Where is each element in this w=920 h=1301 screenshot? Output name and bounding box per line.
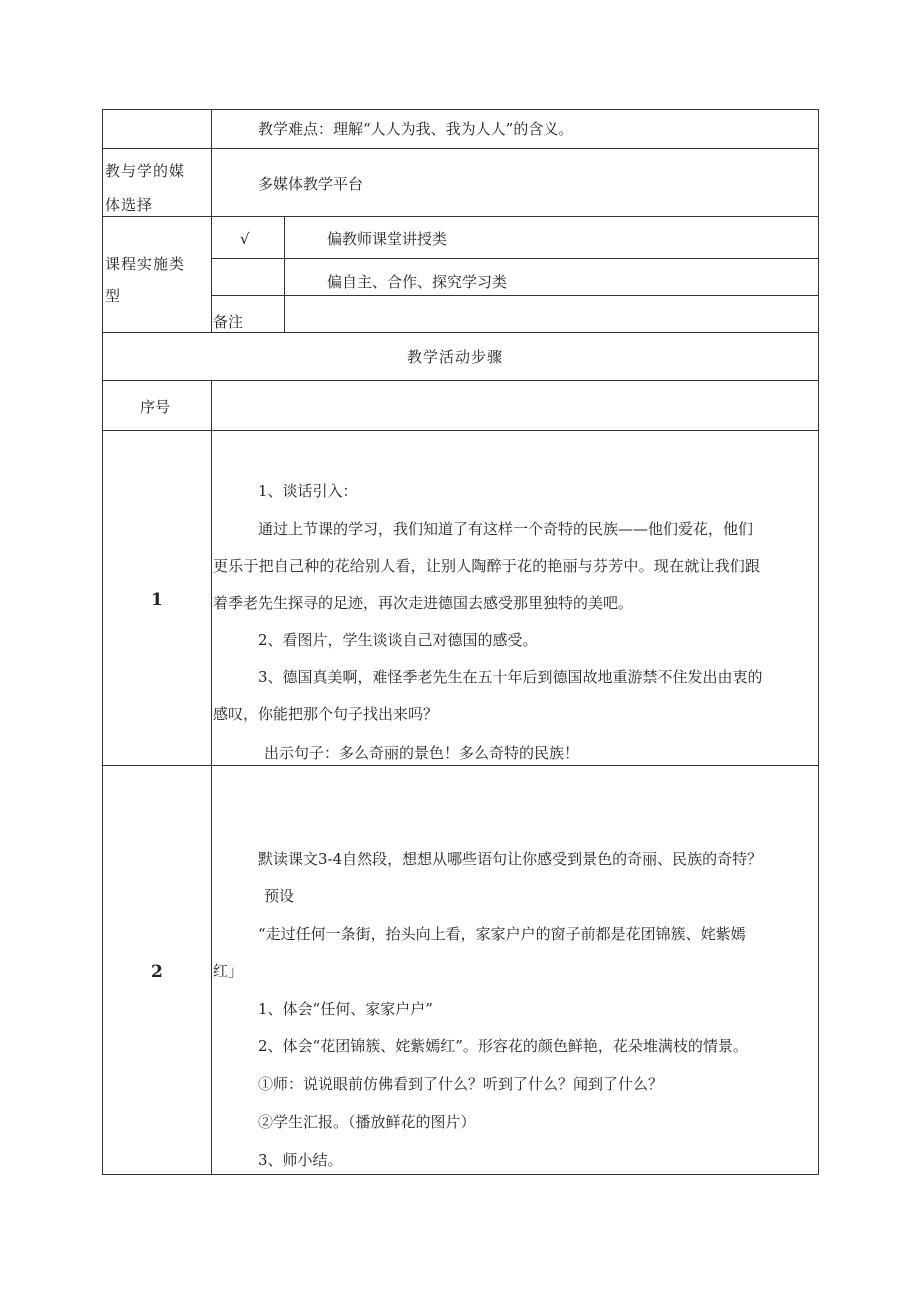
table-border — [284, 216, 285, 332]
step1-line: 3、德国真美啊，难怪季老先生在五十年后到德国故地重游禁不住发出由衷的 — [258, 668, 763, 686]
step1-line: 感叹，你能把那个句子找出来吗？ — [213, 705, 439, 723]
step1-line: 出示句子：多么奇丽的景色！多么奇特的民族！ — [264, 744, 580, 762]
table-border — [102, 430, 819, 431]
table-border — [102, 1174, 819, 1175]
step2-line: 3、师小结。 — [258, 1151, 343, 1169]
step1-line: 更乐于把自己种的花给别人看，让别人陶醉于花的艳丽与芬芳中。现在就让我们跟 — [213, 557, 761, 575]
table-border — [102, 109, 103, 1174]
table-border — [102, 765, 819, 766]
table-border — [211, 295, 819, 296]
table-border — [818, 109, 819, 1174]
table-border — [102, 216, 819, 217]
step2-line: 2、体会“花团锦簇、姹紫嫣红”。形容花的颜色鲜艳，花朵堆满枝的情景。 — [258, 1037, 748, 1055]
table-border — [211, 380, 212, 1174]
step2-line: 默读课文3-4自然段，想想从哪些语句让你感受到景色的奇丽、民族的奇特？ — [258, 850, 763, 868]
course-type-label: 课程实施类 — [105, 255, 186, 273]
sequence-label: 序号 — [140, 398, 171, 416]
media-label: 体选择 — [105, 196, 154, 214]
step2-line: “走过任何一条街，抬头向上看，家家户户的窗子前都是花团锦簇、姹紫嫣 — [258, 925, 746, 943]
table-border — [211, 109, 212, 332]
step1-line: 着季老先生探寻的足迹，再次走进德国去感受那里独特的美吧。 — [213, 594, 634, 612]
media-label: 教与学的媒 — [105, 162, 186, 180]
step2-line: ②学生汇报。（播放鲜花的图片） — [258, 1113, 476, 1131]
step-number: 2 — [151, 962, 163, 982]
step2-line: 红」 — [213, 962, 244, 980]
table-border — [102, 109, 819, 110]
checkmark: √ — [240, 230, 250, 248]
section-title: 教学活动步骤 — [407, 348, 504, 366]
course-type-label: 型 — [105, 287, 121, 305]
teaching-difficulty: 教学难点：理解“人人为我、我为人人”的含义。 — [258, 120, 574, 138]
step-number: 1 — [151, 590, 163, 610]
step1-line: 2、看图片，学生谈谈自己对德国的感受。 — [258, 631, 538, 649]
course-type-option-lecture: 偏教师课堂讲授类 — [327, 230, 448, 248]
step2-line: 预设 — [264, 887, 295, 905]
table-border — [102, 148, 819, 149]
course-type-option-inquiry: 偏自主、合作、探究学习类 — [327, 273, 508, 291]
step1-line: 1、谈话引入： — [258, 482, 358, 500]
table-border — [102, 380, 819, 381]
step1-line: 通过上节课的学习，我们知道了有这样一个奇特的民族——他们爱花，他们 — [258, 520, 754, 538]
step2-line: ①师：说说眼前仿佛看到了什么？听到了什么？闻到了什么？ — [258, 1075, 664, 1093]
table-border — [211, 258, 819, 259]
media-value: 多媒体教学平台 — [258, 175, 364, 193]
remarks-label: 备注 — [213, 313, 244, 331]
table-border — [102, 332, 819, 333]
step2-line: 1、体会“任何、家家户户” — [258, 1000, 433, 1018]
